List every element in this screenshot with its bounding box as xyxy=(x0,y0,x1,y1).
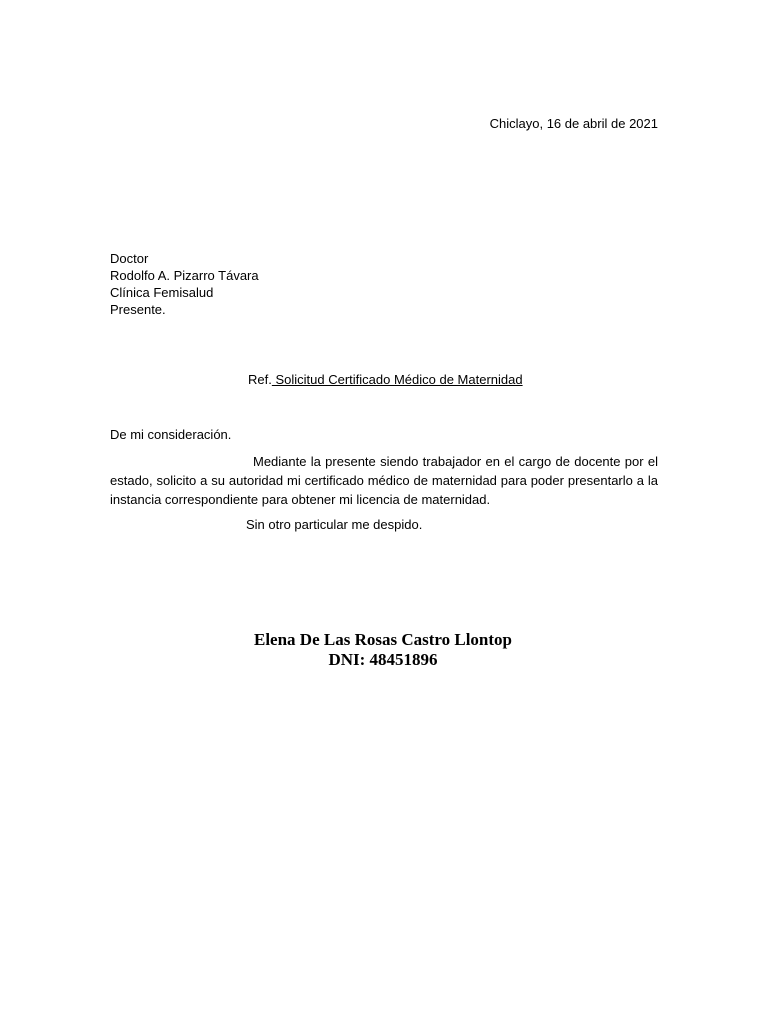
closing-line: Sin otro particular me despido. xyxy=(246,517,423,532)
recipient-title: Doctor xyxy=(110,251,149,266)
signature-dni: DNI: 48451896 xyxy=(328,650,438,669)
body-paragraph: Mediante la presente siendo trabajador en el cargo de docente por el estado, solicito a su autoridad mi certificado médico de maternidad para poder presentarlo a la instancia correspondiente para obtener mi licencia de maternidad. xyxy=(110,454,658,507)
greeting: De mi consideración. xyxy=(110,427,232,442)
reference-line xyxy=(248,371,523,388)
recipient-block xyxy=(110,250,259,318)
recipient-presente: Presente. xyxy=(110,302,166,317)
date-line: Chiclayo, 16 de abril de 2021 xyxy=(489,116,658,131)
signature-block xyxy=(0,630,768,670)
signature-name: Elena De Las Rosas Castro Llontop xyxy=(253,630,513,649)
reference-prefix: Ref. xyxy=(248,372,272,387)
recipient-organization: Clínica Femisalud xyxy=(110,285,214,300)
recipient-name: Rodolfo A. Pizarro Távara xyxy=(110,268,259,283)
reference-subject: Solicitud Certificado Médico de Maternidad xyxy=(271,372,523,387)
